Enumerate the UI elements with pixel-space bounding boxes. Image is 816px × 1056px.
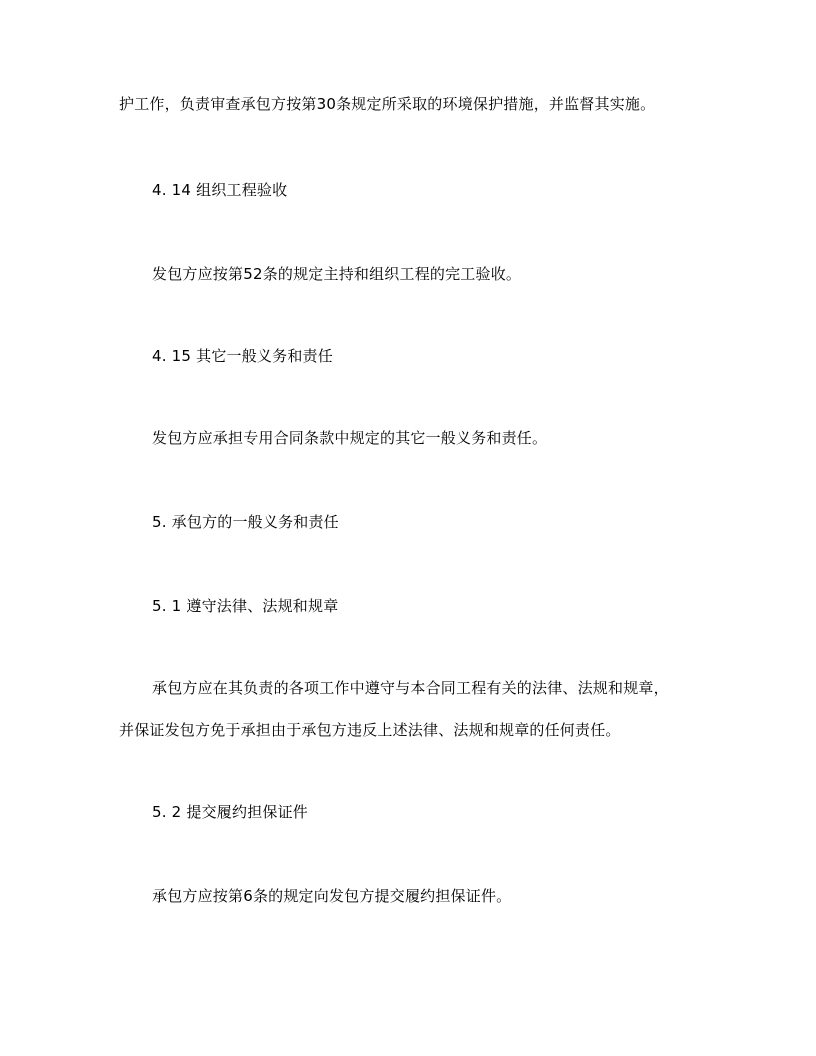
section-heading: 5. 2 提交履约担保证件 (152, 803, 308, 821)
section-heading: 4. 15 其它一般义务和责任 (152, 347, 333, 365)
paragraph-text: 发包方应承担专用合同条款中规定的其它一般义务和责任。 (152, 429, 548, 447)
paragraph-text: 护工作，负责审查承包方按第30条规定所采取的环境保护措施，并监督其实施。 (119, 95, 656, 113)
paragraph-text-cont: 并保证发包方免于承担由于承包方违反上述法律、法规和规章的任何责任。 (119, 721, 621, 739)
paragraph-text: 承包方应在其负责的各项工作中遵守与本合同工程有关的法律、法规和规章， (152, 679, 669, 697)
section-heading: 5. 1 遵守法律、法规和规章 (152, 597, 339, 615)
paragraph-text: 承包方应按第6条的规定向发包方提交履约担保证件。 (152, 887, 512, 905)
paragraph-text: 发包方应按第52条的规定主持和组织工程的完工验收。 (152, 265, 522, 283)
chapter-heading: 5. 承包方的一般义务和责任 (152, 513, 339, 531)
section-heading: 4. 14 组织工程验收 (152, 181, 288, 199)
